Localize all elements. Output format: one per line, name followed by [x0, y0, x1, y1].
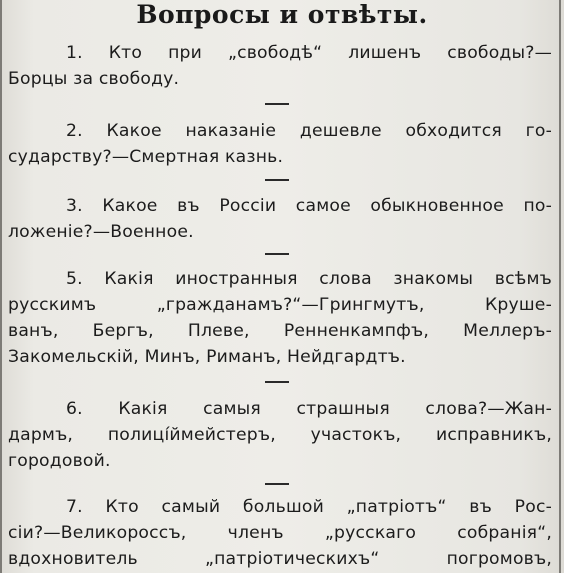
question-1-line-2: Борцы за свободу. [8, 69, 180, 89]
question-5 [8, 266, 552, 370]
question-5-line-1: 5. Какія иностранныя слова знакомы всѣмъ [66, 269, 552, 289]
question-6-line-3: городовой. [8, 451, 111, 471]
question-2-line-1: 2. Какое наказаніе дешевле обходится го- [66, 121, 552, 141]
question-5-line-3: ванъ, Бергъ, Плеве, Ренненкампфъ, Меллеръ- [8, 321, 552, 341]
separator-dash [265, 381, 289, 383]
separator-dash [265, 253, 289, 255]
question-3 [8, 193, 552, 245]
question-7-line-3: вдохновитель „патріотическихъ“ погромовъ, [8, 549, 552, 569]
question-7-line-2: сіи?—Великороссъ, членъ „русскаго собранія“, [8, 523, 552, 543]
question-5-line-4: Закомельскій, Минъ, Риманъ, Нейдгардтъ. [8, 347, 406, 367]
right-column-rule [559, 0, 561, 573]
separator-dash [265, 483, 289, 485]
question-1-line-1: 1. Кто при „свободѣ“ лишенъ свободы?— [66, 43, 552, 63]
question-6-line-1: 6. Какія самыя страшныя слова?—Жан- [66, 399, 552, 419]
question-2-line-2: сударству?—Смертная казнь. [8, 147, 284, 167]
question-6-line-2: дармъ, полицíймейстеръ, участокъ, исправникъ, [8, 425, 552, 445]
left-column-rule [0, 0, 2, 573]
separator-dash [265, 103, 289, 105]
question-5-line-2: русскимъ „гражданамъ?“—Грингмутъ, Круше- [8, 295, 552, 315]
question-7-line-1: 7. Кто самый большой „патріотъ“ въ Рос- [66, 497, 552, 517]
question-2 [8, 118, 552, 170]
question-7 [8, 494, 552, 572]
separator-dash [265, 179, 289, 181]
question-3-line-2: ложеніе?—Военное. [8, 222, 194, 242]
question-3-line-1: 3. Какое въ Россіи самое обыкновенное по- [66, 196, 552, 216]
question-6 [8, 396, 552, 474]
page-title: Вопросы и отвѣты. [136, 0, 428, 29]
question-1 [8, 40, 552, 92]
